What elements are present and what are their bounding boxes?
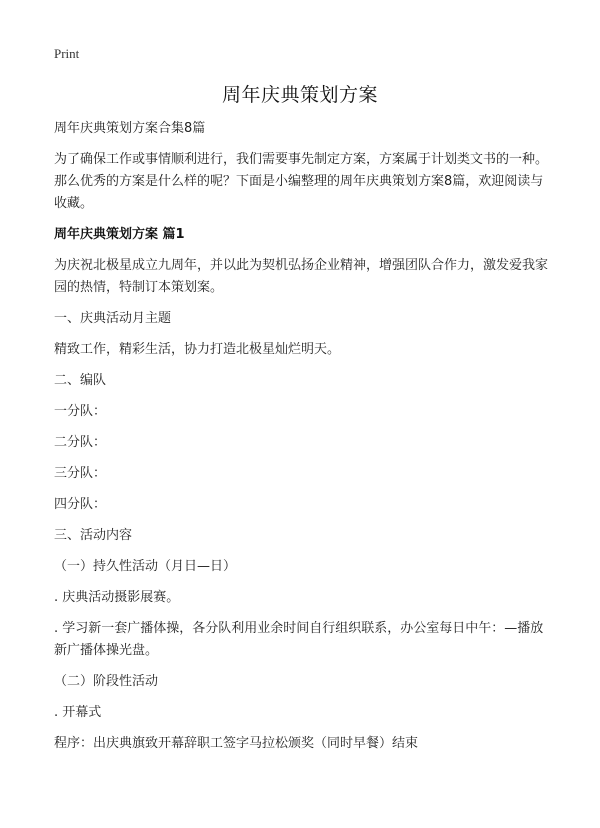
list-item-photo: . 庆典活动摄影展赛。 [54,590,180,605]
list-item-opening: . 开幕式 [54,705,102,720]
paragraph-1: 为庆祝北极星成立九周年，并以此为契机弘扬企业精神，增强团队合作力，激发爱我家园的热情，特制订本策划案。 [54,258,549,295]
document-body [54,118,552,755]
paragraph-program: 程序：出庆典旗致开幕辞职工签字马拉松颁奖（同时早餐）结束 [54,736,419,751]
heading-activities: 三、活动内容 [54,528,133,543]
team-3: 三分队： [54,466,107,481]
list-item-exercise: . 学习新一套广播体操，各分队利用业余时间自行组织联系，办公室每日中午：—播放新广播体操光盘。 [54,621,544,658]
print-link[interactable]: Print [54,46,80,61]
heading-theme: 一、庆典活动月主题 [54,311,172,326]
intro-paragraph: 为了确保工作或事情顺利进行，我们需要事先制定方案，方案属于计划类文书的一种。那么优秀的方案是什么样的呢？下面是小编整理的周年庆典策划方案8篇，欢迎阅读与收藏。 [54,152,549,211]
section-title: 周年庆典策划方案 篇1 [54,227,185,242]
heading-teams: 二、编队 [54,373,107,388]
team-2: 二分队： [54,435,107,450]
team-1: 一分队： [54,404,107,419]
team-4: 四分队： [54,497,107,512]
subheading-ongoing: （一）持久性活动（月日—日） [54,559,237,574]
page-title: 周年庆典策划方案 [221,84,378,106]
paragraph-theme: 精致工作，精彩生活，协力打造北极星灿烂明天。 [54,342,341,357]
subheading-stage: （二）阶段性活动 [54,674,159,689]
document-subtitle: 周年庆典策划方案合集8篇 [54,121,206,136]
